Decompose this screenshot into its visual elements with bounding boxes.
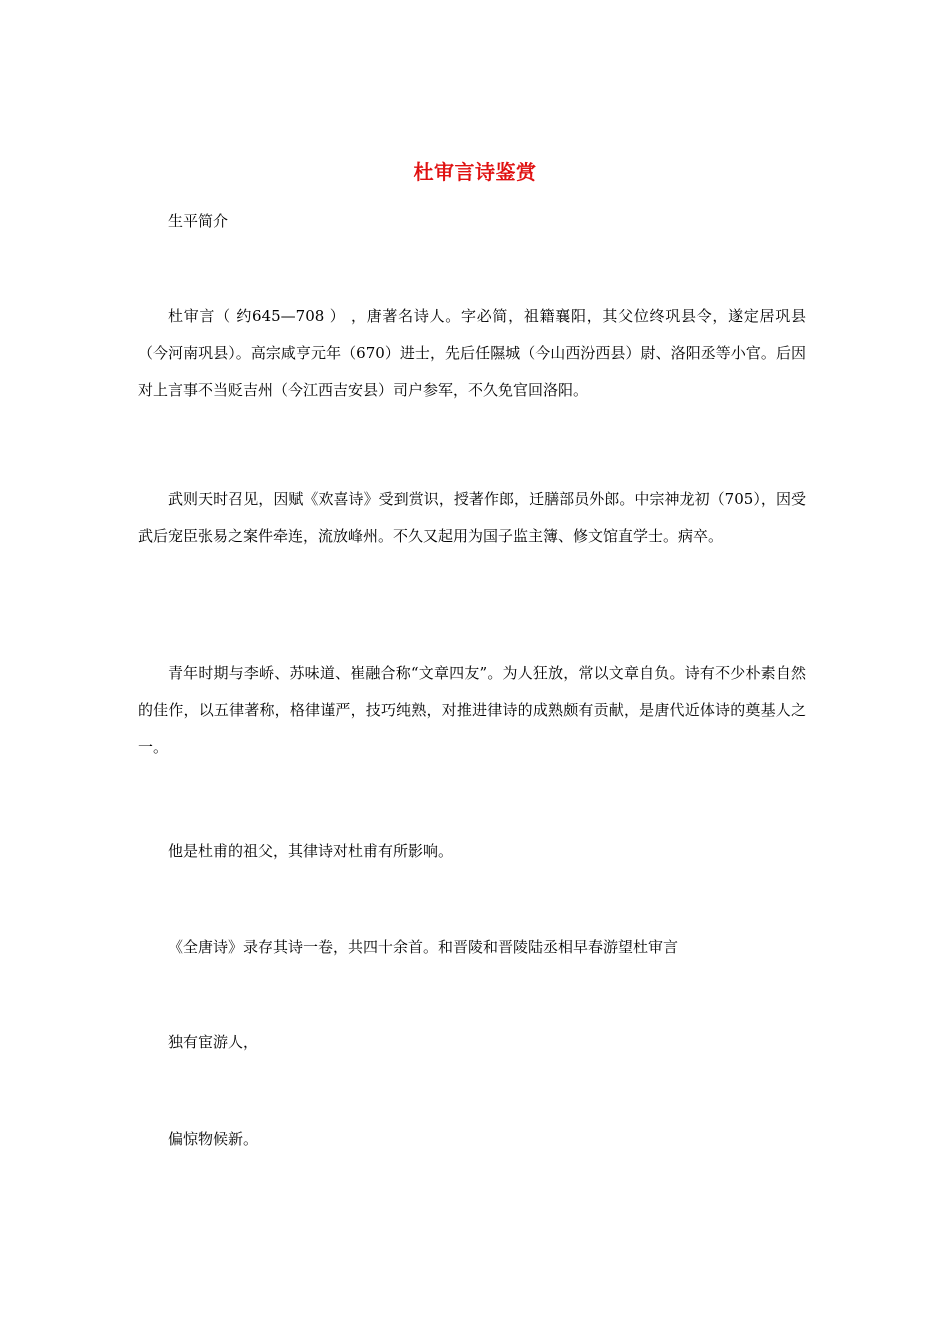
paragraph-biography: 杜审言（ 约645—708 ） ，唐著名诗人。字必简，祖籍襄阳，其父位终巩县令，遂定居巩县（今河南巩县）。高宗咸亨元年（670）进士，先后任隰城（今山西汾西县）尉、洛阳丞等小官。后因对上言事不当贬吉州（今江西吉安县）司户参军，不久免官回洛阳。 xyxy=(138,307,806,399)
poem-line: 独有宦游人， xyxy=(168,1033,259,1051)
paragraph-du-fu: 他是杜甫的祖父，其律诗对杜甫有所影响。 xyxy=(168,842,454,860)
poem-line: 偏惊物候新。 xyxy=(168,1130,259,1148)
paragraph-wu-zetian: 武则天时召见，因赋《欢喜诗》受到赏识，授著作郎，迁膳部员外郎。中宗神龙初（705），因受武后宠臣张易之案件牵连，流放峰州。不久又起用为国子监主簿、修文馆直学士。病卒。 xyxy=(138,490,806,545)
paragraph-four-friends: 青年时期与李峤、苏味道、崔融合称“文章四友”。为人狂放，常以文章自负。诗有不少朴素自然的佳作，以五律著称，格律谨严，技巧纯熟，对推进律诗的成熟颇有贡献，是唐代近体诗的奠基人之一。 xyxy=(138,664,806,756)
section-heading: 生平简介 xyxy=(168,212,229,230)
document-title: 杜审言诗鉴赏 xyxy=(413,160,537,184)
paragraph-quan-tang-shi: 《全唐诗》录存其诗一卷，共四十余首。和晋陵和晋陵陆丞相早春游望杜审言 xyxy=(168,938,679,956)
